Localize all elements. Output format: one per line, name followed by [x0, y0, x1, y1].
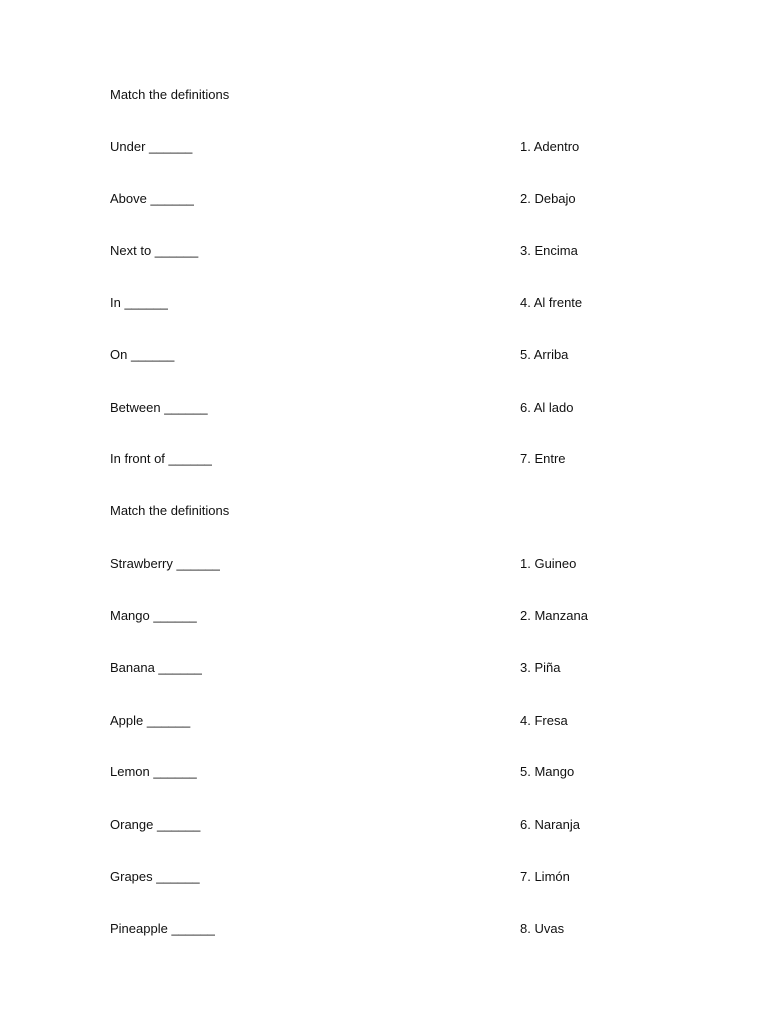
section-2-definition-8: 8. Uvas	[520, 921, 565, 936]
section-1-definition-2: 2. Debajo	[520, 191, 576, 206]
section-2-term-7: Grapes ______	[110, 869, 200, 884]
section-2-term-4: Apple ______	[110, 713, 191, 728]
section-1-term-6: Between ______	[110, 400, 208, 415]
section-2-definition-5: 5. Mango	[520, 764, 575, 779]
section-2-term-6: Orange ______	[110, 817, 201, 832]
section-1-definition-7: 7. Entre	[520, 451, 566, 466]
section-2-definition-2: 2. Manzana	[520, 608, 588, 623]
section-2-definition-1: 1. Guineo	[520, 556, 577, 571]
section-1-term-1: Under ______	[110, 139, 193, 154]
section-1-term-7: In front of ______	[110, 451, 212, 466]
section-1-definition-4: 4. Al frente	[520, 295, 583, 310]
section-2-term-8: Pineapple ______	[110, 921, 215, 936]
section-2-definition-3: 3. Piña	[520, 660, 561, 675]
section-1-term-5: On ______	[110, 347, 175, 362]
section-1-term-2: Above ______	[110, 191, 194, 206]
section-1-term-3: Next to ______	[110, 243, 199, 258]
section-1-heading: Match the definitions	[110, 87, 230, 102]
section-2-definition-6: 6. Naranja	[520, 817, 580, 832]
section-2-term-2: Mango ______	[110, 608, 197, 623]
section-2-heading: Match the definitions	[110, 503, 230, 518]
section-1-definition-1: 1. Adentro	[520, 139, 580, 154]
section-2-definition-7: 7. Limón	[520, 869, 570, 884]
section-1-term-4: In ______	[110, 295, 168, 310]
section-1-definition-5: 5. Arriba	[520, 347, 569, 362]
section-1-definition-3: 3. Encima	[520, 243, 578, 258]
section-2-definition-4: 4. Fresa	[520, 713, 568, 728]
section-2-term-5: Lemon ______	[110, 764, 197, 779]
section-1-definition-6: 6. Al lado	[520, 400, 574, 415]
section-2-term-1: Strawberry ______	[110, 556, 220, 571]
section-2-term-3: Banana ______	[110, 660, 202, 675]
